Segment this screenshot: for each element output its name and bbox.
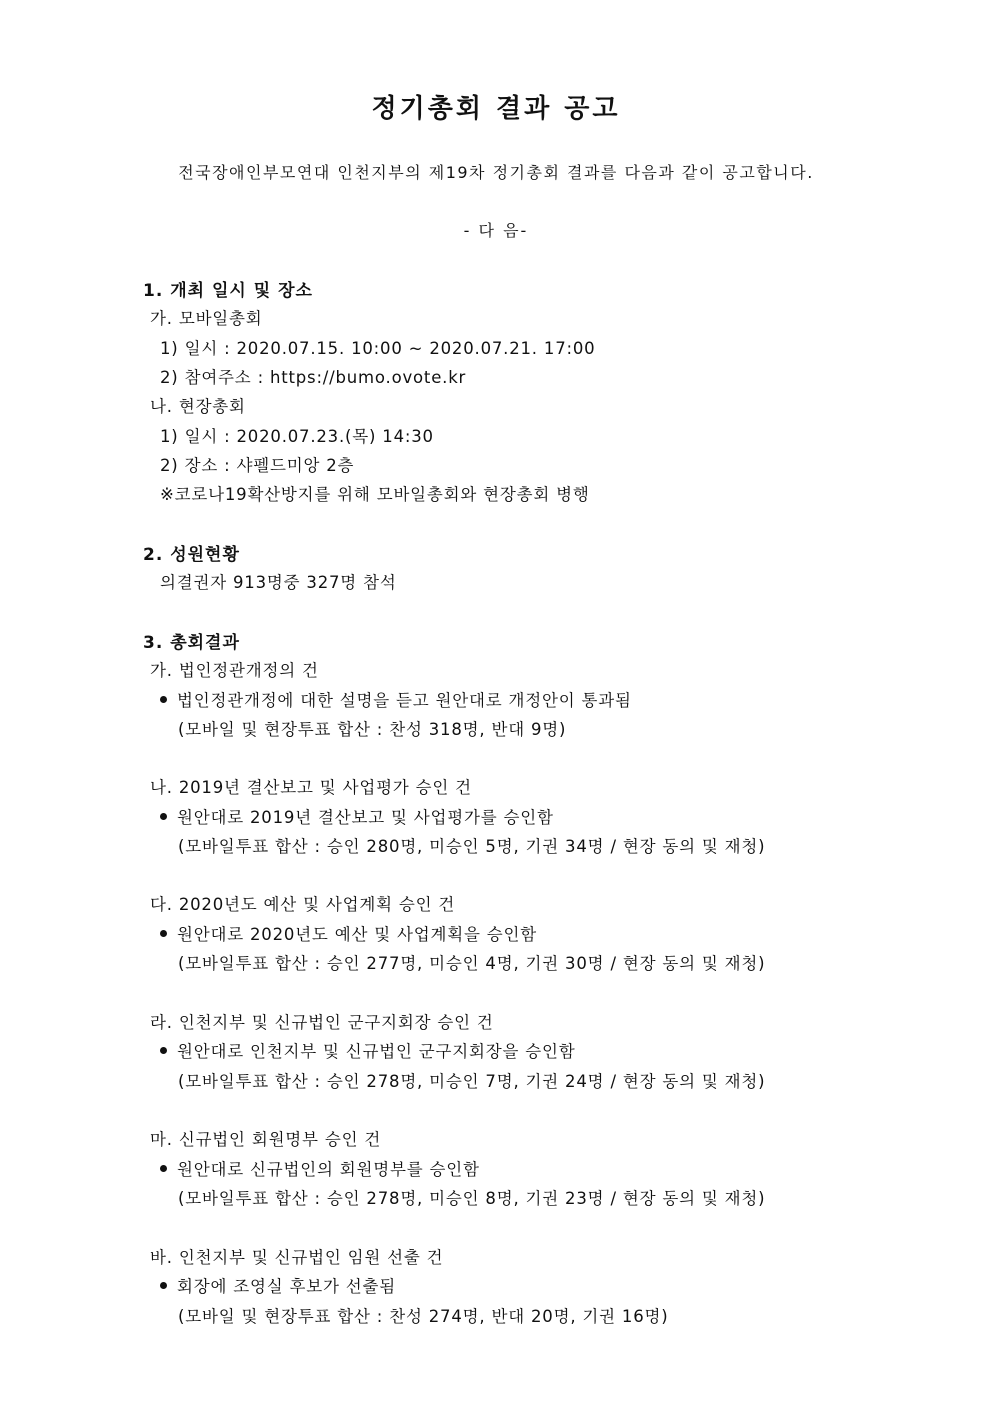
page-title: 정기총회 결과 공고 xyxy=(371,94,621,124)
result-item-outcome: 회장에 조영실 후보가 선출됨 xyxy=(160,1273,396,1297)
section3-heading: 3. 총회결과 xyxy=(143,633,240,653)
result-item-outcome: 원안대로 2020년도 예산 및 사업계획을 승인함 xyxy=(160,921,537,945)
covid-note: ※코로나19확산방지를 위해 모바일총회와 현장총회 병행 xyxy=(160,485,590,504)
result-item-label: 나. 2019년 결산보고 및 사업평가 승인 건 xyxy=(150,778,472,797)
result-item-vote: (모바일투표 합산 : 승인 280명, 미승인 5명, 기권 34명 / 현장 동의 및 재청) xyxy=(178,837,766,856)
result-item-label: 마. 신규법인 회원명부 승인 건 xyxy=(150,1130,382,1149)
result-item-vote: (모바일투표 합산 : 승인 278명, 미승인 8명, 기권 23명 / 현장 동의 및 재청) xyxy=(178,1189,766,1208)
result-item-vote: (모바일투표 합산 : 승인 277명, 미승인 4명, 기권 30명 / 현장 동의 및 재청) xyxy=(178,954,766,973)
onsite-meeting-place: 2) 장소 : 샤펠드미앙 2층 xyxy=(160,456,355,475)
section1-heading: 1. 개최 일시 및 장소 xyxy=(143,281,313,301)
result-item-outcome: 법인정관개정에 대한 설명을 듣고 원안대로 개정안이 통과됨 xyxy=(160,687,632,711)
result-item-outcome: 원안대로 인천지부 및 신규법인 군구지회장을 승인함 xyxy=(160,1038,575,1062)
dateum-separator: - 다 음- xyxy=(463,221,529,240)
mobile-meeting-address: 2) 참여주소 : https://bumo.ovote.kr xyxy=(160,368,467,387)
quorum-text: 의결권자 913명중 327명 참석 xyxy=(160,573,397,592)
result-item-vote: (모바일투표 합산 : 승인 278명, 미승인 7명, 기권 24명 / 현장 동의 및 재청) xyxy=(178,1072,766,1091)
result-item-label: 가. 법인정관개정의 건 xyxy=(150,661,319,680)
intro-text: 전국장애인부모연대 인천지부의 제19차 정기총회 결과를 다음과 같이 공고합니다. xyxy=(178,163,814,182)
result-item-label: 바. 인천지부 및 신규법인 임원 선출 건 xyxy=(150,1248,444,1267)
result-item-outcome: 원안대로 2019년 결산보고 및 사업평가를 승인함 xyxy=(160,804,554,828)
result-item-vote: (모바일 및 현장투표 합산 : 찬성 274명, 반대 20명, 기권 16명) xyxy=(178,1307,669,1326)
mobile-meeting-datetime: 1) 일시 : 2020.07.15. 10:00 ~ 2020.07.21. 17:00 xyxy=(160,339,596,358)
onsite-meeting-label: 나. 현장총회 xyxy=(150,397,246,416)
mobile-meeting-label: 가. 모바일총회 xyxy=(150,309,263,328)
result-item-label: 다. 2020년도 예산 및 사업계획 승인 건 xyxy=(150,895,456,914)
result-item-vote: (모바일 및 현장투표 합산 : 찬성 318명, 반대 9명) xyxy=(178,720,567,739)
onsite-meeting-datetime: 1) 일시 : 2020.07.23.(목) 14:30 xyxy=(160,427,434,446)
result-item-label: 라. 인천지부 및 신규법인 군구지회장 승인 건 xyxy=(150,1013,494,1032)
section2-heading: 2. 성원현황 xyxy=(143,545,240,565)
result-item-outcome: 원안대로 신규법인의 회원명부를 승인함 xyxy=(160,1156,480,1180)
